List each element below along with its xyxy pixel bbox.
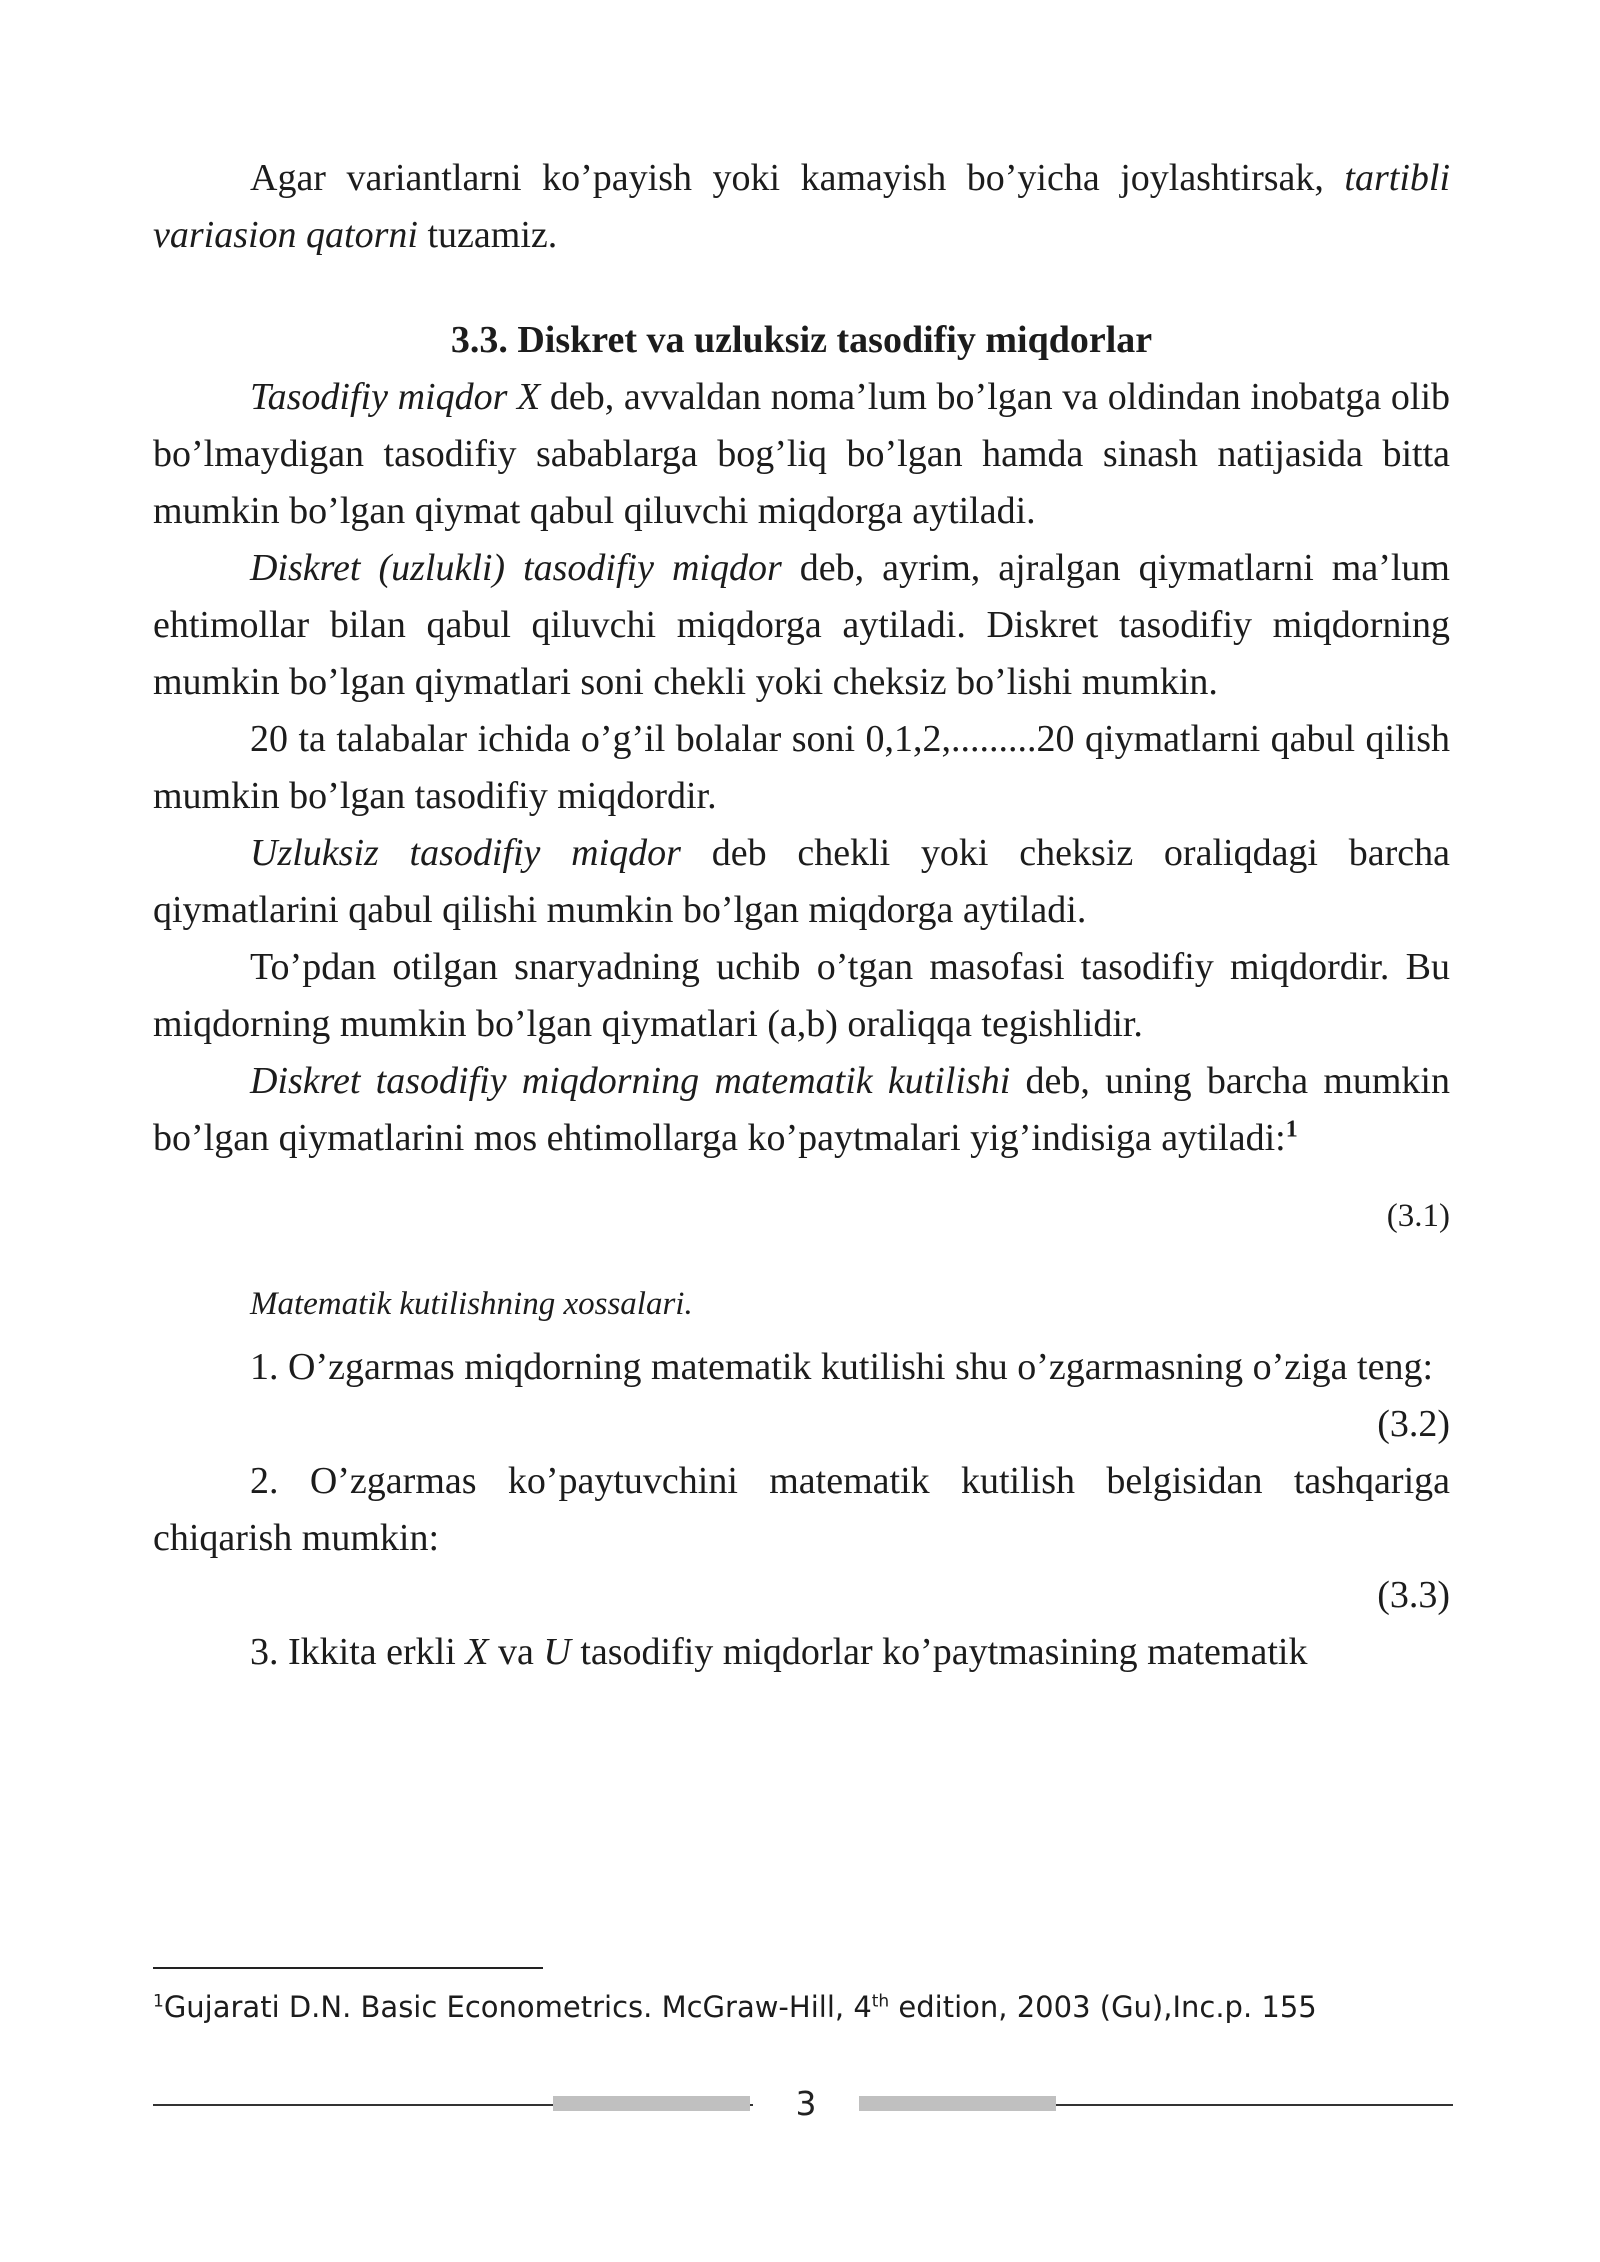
term-discrete: Diskret (uzlukli) tasodifiy miqdor [250, 547, 782, 589]
intro-italic-term: tartibli variasion qatorni [153, 157, 1450, 256]
definition-text: deb, avvaldan noma’lum bo’lgan va oldindan inobatga olib bo’lmaydigan tasodifiy sabablarga bog’liq bo’lgan hamda sinash natijasida bitta mumkin bo’lgan qiymat qabul qiluvchi miqdorga aytiladi. [153, 376, 1450, 532]
definition-text: deb chekli yoki cheksiz oraliqdagi barcha qiymatlarini qabul qilishi mumkin bo’lgan miqdorga aytiladi. [153, 832, 1450, 931]
paragraph-example-projectile: To’pdan otilgan snaryadning uchib o’tgan masofasi tasodifiy miqdordir. Bu miqdorning mumkin bo’lgan qiymatlari (a,b) oraliqqa tegishlidir. [153, 946, 1450, 1045]
definition-text: deb, uning barcha mumkin bo’lgan qiymatlarini mos ehtimollarga ko’paytmalari yig’indisiga aytiladi: [153, 1060, 1450, 1159]
paragraph-example-students: 20 ta talabalar ichida o’g’il bolalar soni 0,1,2,.........20 qiymatlarni qabul qilish mumkin bo’lgan tasodifiy miqdordir. [153, 718, 1450, 817]
intro-text: Agar variantlarni ko’payish yoki kamayish bo’yicha joylashtirsak, [250, 157, 1324, 199]
equation-number-3-1: (3.1) [1386, 1198, 1450, 1234]
properties-title: Matematik kutilishning xossalari. [250, 1286, 693, 1322]
paragraph-continuous [153, 825, 1450, 939]
intro-rest: tuzamiz. [417, 214, 558, 256]
term-expectation: Diskret tasodifiy miqdorning matematik kutilishi [250, 1060, 1011, 1102]
variable-x: X [465, 1631, 489, 1673]
footnote-mark: 1 [153, 1991, 164, 2012]
equation-number-3-3: (3.3) [1377, 1574, 1450, 1616]
equation-number-3-2: (3.2) [1377, 1403, 1450, 1445]
item3-text: va [488, 1631, 544, 1673]
footnote [153, 1987, 1453, 2027]
section-heading: 3.3. Diskret va uzluksiz tasodifiy miqdorlar [450, 319, 1153, 361]
page-content [153, 150, 1450, 1681]
paragraph-expectation [153, 1053, 1450, 1167]
definition-text: deb, ayrim, ajralgan qiymatlarni ma’lum ehtimollar bilan qabul qiluvchi miqdorga aytiladi. Diskret tasodifiy miqdorning mumkin bo’lgan qiymatlari soni chekli yoki cheksiz bo’lishi mumkin. [153, 547, 1450, 703]
property-item-1: 1. O’zgarmas miqdorning matematik kutilishi shu o’zgarmasning o’ziga teng: [250, 1346, 1434, 1388]
footer-bar-right [859, 2096, 1056, 2111]
footnote-superscript: th [871, 1991, 890, 2012]
paragraph-random-variable [153, 369, 1450, 540]
footer-bar-left [553, 2096, 750, 2111]
page-footer [153, 2082, 1453, 2132]
item3-text: tasodifiy miqdorlar ko’paytmasining matematik [570, 1631, 1308, 1673]
intro-paragraph [153, 150, 1450, 264]
footnote-reference[interactable]: 1 [1285, 1116, 1298, 1143]
page-number: 3 [795, 2084, 817, 2123]
term-random-variable: Tasodifiy miqdor X [250, 376, 541, 418]
property-item-2: 2. O’zgarmas ko’paytuvchini matematik kutilish belgisidan tashqariga chiqarish mumkin: [153, 1460, 1450, 1559]
variable-u: U [543, 1631, 571, 1673]
property-item-3 [153, 1624, 1450, 1681]
item3-text: 3. Ikkita erkli [250, 1631, 466, 1673]
footnote-text: edition, 2003 (Gu),Inc.p. 155 [889, 1990, 1317, 2024]
footnote-divider [153, 1967, 543, 1969]
term-continuous: Uzluksiz tasodifiy miqdor [250, 832, 681, 874]
paragraph-discrete [153, 540, 1450, 711]
footnote-text: Gujarati D.N. Basic Econometrics. McGraw-Hill, 4 [163, 1990, 872, 2024]
